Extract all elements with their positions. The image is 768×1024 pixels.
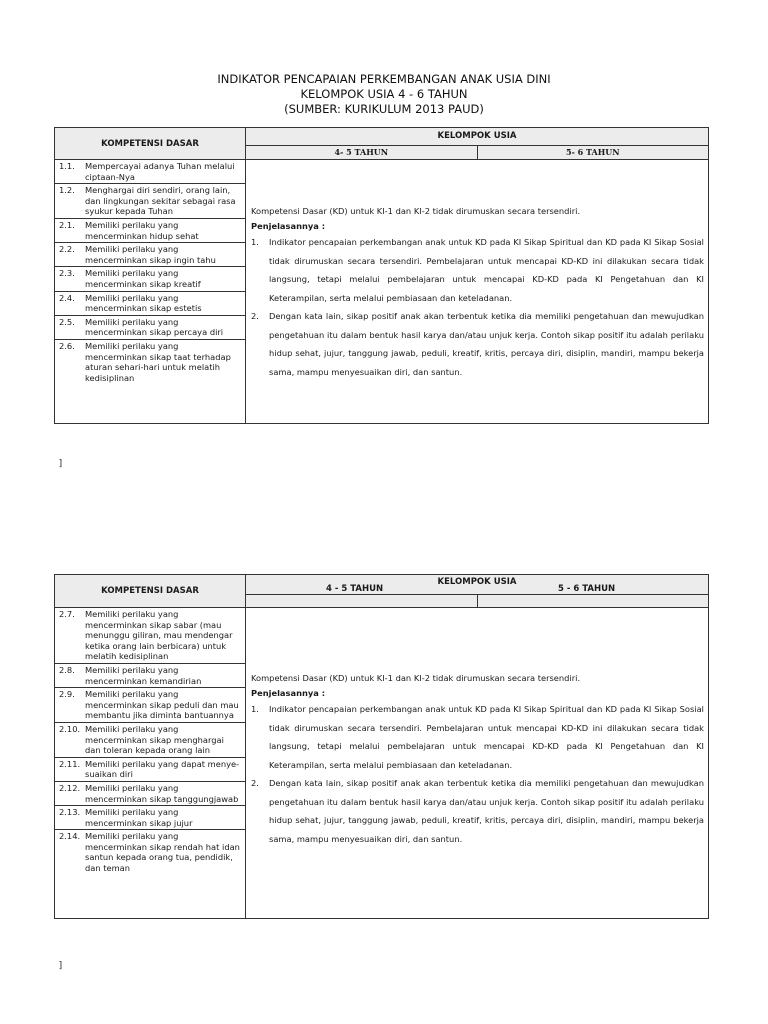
point-text: Dengan kata lain, sikap positif anak akan terbentuk ketika dia memiliki pengetahuan dan mewujudkan pengetahuan itu dalam bentuk hasil karya dan/atau unjuk kerja. Contoh sikap positif itu adalah perilaku hidup sehat, jujur, tanggung jawab, peduli, kreatif, kritis, percaya diri, disiplin, mandiri, mampu bekerja sama, mampu menyesuaikan diri, dan santun. — [269, 778, 704, 844]
kd-text: Memiliki perilaku yang dapat menye- suaikan diri — [85, 758, 240, 780]
description-point — [251, 307, 704, 381]
kd-text: Memiliki perilaku yang mencerminkan sikap kreatif — [85, 268, 201, 289]
header-kelompok-usia-group — [246, 128, 708, 159]
header-age-subcells — [246, 594, 708, 607]
kd-number: 2.1. — [59, 219, 75, 230]
kd-number: 2.12. — [59, 782, 81, 793]
header-kelompok-usia: KELOMPOK USIA — [246, 128, 708, 146]
table-row — [55, 608, 245, 664]
table-header — [55, 128, 708, 160]
kd-number: 2.6. — [59, 340, 75, 351]
header-kelompok-usia: KELOMPOK USIA — [437, 577, 517, 587]
description-point — [251, 700, 704, 774]
age-subcell — [478, 595, 709, 607]
indicator-table-1 — [54, 127, 709, 424]
kd-text: Memiliki perilaku yang mencerminkan sikap taat terhadap aturan sehari-hari untuk melatih kedisiplinan — [85, 340, 231, 383]
description-column — [246, 160, 708, 424]
description-intro: Kompetensi Dasar (KD) untuk KI-1 dan KI-2 tidak dirumuskan secara tersendiri. — [251, 206, 581, 216]
header-age-4-5: 4- 5 TAHUN — [246, 146, 478, 159]
kd-number: 1.2. — [59, 185, 75, 196]
table-row — [55, 184, 245, 219]
description-label: Penjelasannya : — [251, 688, 326, 698]
table-row — [55, 292, 245, 316]
table-row — [55, 664, 245, 688]
table-row — [55, 340, 245, 384]
kd-number: 2.11. — [59, 758, 81, 769]
point-text: Indikator pencapaian perkembangan anak untuk KD pada KI Sikap Spiritual dan KD pada KI Sikap Sosial tidak dirumuskan secara tersendiri. Pembelajaran untuk mencapai KD-KD ini dilakukan secara tidak langsung, tetapi melalui pembelajaran untuk mencapai KD-KD pada KI Pengetahuan dan KI Keterampilan, serta melalui pembiasaan dan keteladanan. — [269, 704, 704, 770]
header-kompetensi-dasar: KOMPETENSI DASAR — [55, 128, 246, 159]
description-point — [251, 233, 704, 307]
point-text: Indikator pencapaian perkembangan anak untuk KD pada KI Sikap Spiritual dan KD pada KI Sikap Sosial tidak dirumuskan secara tersendiri. Pembelajaran untuk mencapai KD-KD ini dilakukan secara tidak langsung, tetapi melalui pembelajaran untuk mencapai KD-KD pada KI Pengetahuan dan KI Keterampilan, serta melalui pembiasaan dan keteladanan. — [269, 237, 704, 303]
table-row — [55, 782, 245, 806]
header-kelompok-usia-group — [246, 575, 708, 607]
kd-number: 2.2. — [59, 244, 75, 255]
table-row — [55, 806, 245, 830]
kd-text: Memiliki perilaku yang mencerminkan sikap percaya diri — [85, 316, 224, 338]
point-text: Dengan kata lain, sikap positif anak akan terbentuk ketika dia memiliki pengetahuan dan mewujudkan pengetahuan itu dalam bentuk hasil karya dan/atau unjuk kerja. Contoh sikap positif itu adalah perilaku hidup sehat, jujur, tanggung jawab, peduli, kreatif, kritis, percaya diri, disiplin, mandiri, mampu bekerja sama, mampu menyesuaikan diri, dan santun. — [269, 311, 704, 377]
header-age-4-5: 4 - 5 TAHUN — [326, 584, 384, 594]
point-number: 2. — [251, 778, 259, 788]
title-line-3: (SUMBER: KURIKULUM 2013 PAUD) — [284, 102, 484, 116]
kompetensi-dasar-column — [55, 608, 246, 919]
kd-text: Memiliki perilaku yang mencerminkan sikap peduli dan mau membantu jika diminta bantuannya — [85, 689, 239, 721]
title-line-1: INDIKATOR PENCAPAIAN PERKEMBANGAN ANAK USIA DINI — [217, 72, 551, 86]
point-number: 2. — [251, 311, 259, 321]
header-kompetensi-dasar: KOMPETENSI DASAR — [55, 575, 246, 607]
table-body — [55, 160, 708, 424]
header-age-5-6: 5- 6 TAHUN — [565, 147, 620, 157]
kd-text: Memiliki perilaku yang mencerminkan sikap estetis — [85, 292, 202, 314]
kd-text: Memiliki perilaku yang mencerminkan sikap sabar (mau menunggu giliran, mau mendengar ketika orang lain berbicara) untuk melatih kedisiplinan — [85, 609, 233, 662]
kd-text: Memiliki perilaku yang mencerminkan sikap jujur — [85, 807, 193, 828]
table-body — [55, 608, 708, 919]
kd-number: 2.7. — [59, 609, 75, 619]
kd-number: 2.4. — [59, 292, 75, 303]
stray-bracket: ] — [58, 961, 64, 971]
stray-bracket: ] — [58, 459, 64, 469]
kd-number: 2.10. — [59, 723, 81, 734]
table-row — [55, 267, 245, 291]
kd-number: 2.13. — [59, 807, 81, 818]
point-number: 1. — [251, 704, 259, 714]
document-title — [0, 72, 768, 117]
kd-text: Memiliki perilaku yang mencerminkan sikap ingin tahu — [85, 244, 216, 265]
table-row — [55, 758, 245, 782]
table-row — [55, 316, 245, 340]
description-column — [246, 608, 708, 919]
table-row — [55, 219, 245, 243]
table-row — [55, 688, 245, 723]
title-line-2: KELOMPOK USIA 4 - 6 TAHUN — [300, 87, 468, 101]
point-number: 1. — [251, 237, 259, 247]
kd-number: 2.3. — [59, 268, 75, 279]
age-subcell — [246, 595, 478, 607]
table-row — [55, 160, 245, 184]
kd-text: Memiliki perilaku yang mencerminkan sikap rendah hat idan santun kepada orang tua, pendidik, dan teman — [85, 831, 240, 874]
kd-text: Memiliki perilaku yang mencerminkan sikap tanggungjawab — [85, 782, 239, 804]
description-label: Penjelasannya : — [251, 221, 326, 231]
kd-text: Menghargai diri sendiri, orang lain, dan lingkungan sekitar sebagai rasa syukur kepada Tuhan — [85, 185, 236, 217]
table-row — [55, 723, 245, 758]
kd-text: Memiliki perilaku yang mencerminkan hidup sehat — [85, 219, 199, 241]
kd-number: 2.9. — [59, 689, 75, 700]
kd-number: 2.5. — [59, 316, 75, 327]
indicator-table-2 — [54, 574, 709, 919]
kd-number: 2.14. — [59, 831, 81, 842]
kd-number: 1.1. — [59, 161, 75, 171]
kompetensi-dasar-column — [55, 160, 246, 424]
description-intro: Kompetensi Dasar (KD) untuk KI-1 dan KI-2 tidak dirumuskan secara tersendiri. — [251, 673, 581, 683]
table-header — [55, 575, 708, 608]
kd-text: Memiliki perilaku yang mencerminkan kemandirian — [85, 664, 202, 686]
table-row — [55, 830, 245, 874]
description-point — [251, 774, 704, 848]
kd-number: 2.8. — [59, 664, 75, 675]
header-age-5-6: 5 - 6 TAHUN — [558, 584, 616, 594]
kd-text: Mempercayai adanya Tuhan melalui ciptaan-Nya — [85, 161, 235, 182]
header-age-columns — [246, 146, 708, 159]
kd-text: Memiliki perilaku yang mencerminkan sikap menghargai dan toleran kepada orang lain — [85, 723, 224, 756]
table-row — [55, 243, 245, 267]
